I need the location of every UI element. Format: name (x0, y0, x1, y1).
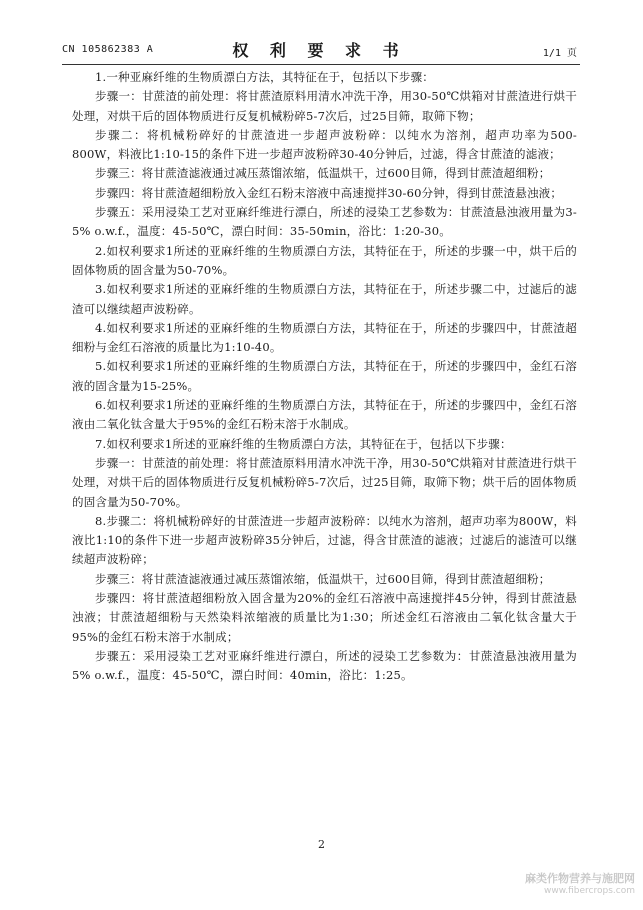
claim-paragraph: 步骤四：将甘蔗渣超细粉放入固含量为20%的金红石溶液中高速搅拌45分钟，得到甘蔗渣悬浊液；甘蔗渣超细粉与天然染料浓缩液的质量比为1:30；所述金红石溶液由二氧化钛含量大于95%的金红石粉末溶于水制成； (72, 591, 577, 644)
claim-paragraph: 步骤五：采用浸染工艺对亚麻纤维进行漂白，所述的浸染工艺参数为：甘蔗渣悬浊液用量为5% o.w.f.，温度：45-50℃，漂白时间：40min，浴比：1:25。 (72, 648, 577, 683)
document-title: 权 利 要 求 书 (232, 41, 407, 60)
claim-paragraph: 步骤一：甘蔗渣的前处理：将甘蔗渣原料用清水冲洗干净，用30-50℃烘箱对甘蔗渣进行烘干处理，对烘干后的固体物质进行反复机械粉碎5-7次后，过25目筛，取筛下物；烘干后的固体物质的固含量为50-70%。 (72, 455, 577, 509)
claim-paragraph: 步骤三：将甘蔗渣滤液通过减压蒸馏浓缩，低温烘干，过600目筛，得到甘蔗渣超细粉； (95, 166, 551, 181)
claim-paragraph: 1.一种亚麻纤维的生物质漂白方法，其特征在于，包括以下步骤： (95, 70, 434, 84)
claim-paragraph: 3.如权利要求1所述的亚麻纤维的生物质漂白方法，其特征在于，所述步骤二中，过滤后的滤渣可以继续超声波粉碎。 (72, 282, 577, 316)
page-header (62, 36, 577, 64)
claim-paragraph: 步骤三：将甘蔗渣滤液通过减压蒸馏浓缩，低温烘干，过600目筛，得到甘蔗渣超细粉； (95, 571, 551, 586)
claim-paragraph: 步骤四：将甘蔗渣超细粉放入金红石粉末溶液中高速搅拌30-60分钟，得到甘蔗渣悬浊液； (95, 185, 563, 200)
claim-paragraph: 7.如权利要求1所述的亚麻纤维的生物质漂白方法，其特征在于，包括以下步骤： (95, 436, 512, 451)
claim-paragraph: 8.步骤二：将机械粉碎好的甘蔗渣进一步超声波粉碎：以纯水为溶剂，超声功率为800W，料液比1:10的条件下进一步超声波粉碎35分钟后，过滤，得含甘蔗渣的滤液；过滤后的滤渣可以继续超声波粉碎； (72, 513, 577, 567)
watermark-url: www.fibercrops.com (544, 886, 635, 896)
watermark (525, 872, 635, 898)
claim-paragraph: 步骤二：将机械粉碎好的甘蔗渣进一步超声波粉碎：以纯水为溶剂，超声功率为500-800W，料液比1:10-15的条件下进一步超声波粉碎30-40分钟后，过滤，得含甘蔗渣的滤液； (72, 127, 577, 162)
claim-paragraph: 4.如权利要求1所述的亚麻纤维的生物质漂白方法，其特征在于，所述的步骤四中，甘蔗渣超细粉与金红石溶液的质量比为1:10-40。 (72, 320, 577, 355)
claim-paragraph: 步骤五：采用浸染工艺对亚麻纤维进行漂白，所述的浸染工艺参数为：甘蔗渣悬浊液用量为3-5% o.w.f.，温度：45-50℃，漂白时间：35-50min，浴比：1:20-30。 (72, 205, 577, 239)
claim-paragraph: 6.如权利要求1所述的亚麻纤维的生物质漂白方法，其特征在于，所述的步骤四中，金红石溶液由二氧化钛含量大于95%的金红石粉末溶于水制成。 (72, 398, 577, 432)
claim-paragraph: 5.如权利要求1所述的亚麻纤维的生物质漂白方法，其特征在于，所述的步骤四中，金红石溶液的固含量为15-25%。 (72, 359, 577, 393)
header-divider (62, 64, 580, 65)
claims-body (72, 68, 577, 686)
watermark-name: 麻类作物营养与施肥网 (525, 872, 635, 885)
page-info: 1/1 页 (542, 48, 577, 59)
page-number: 2 (318, 838, 325, 851)
claim-paragraph: 2.如权利要求1所述的亚麻纤维的生物质漂白方法，其特征在于，所述的步骤一中，烘干后的固体物质的固含量为50-70%。 (72, 243, 577, 277)
claim-paragraph: 步骤一：甘蔗渣的前处理：将甘蔗渣原料用清水冲洗干净，用30-50℃烘箱对甘蔗渣进行烘干处理，对烘干后的固体物质进行反复机械粉碎5-7次后，过25目筛，取筛下物； (72, 89, 577, 123)
publication-number: CN 105862383 A (62, 44, 154, 55)
